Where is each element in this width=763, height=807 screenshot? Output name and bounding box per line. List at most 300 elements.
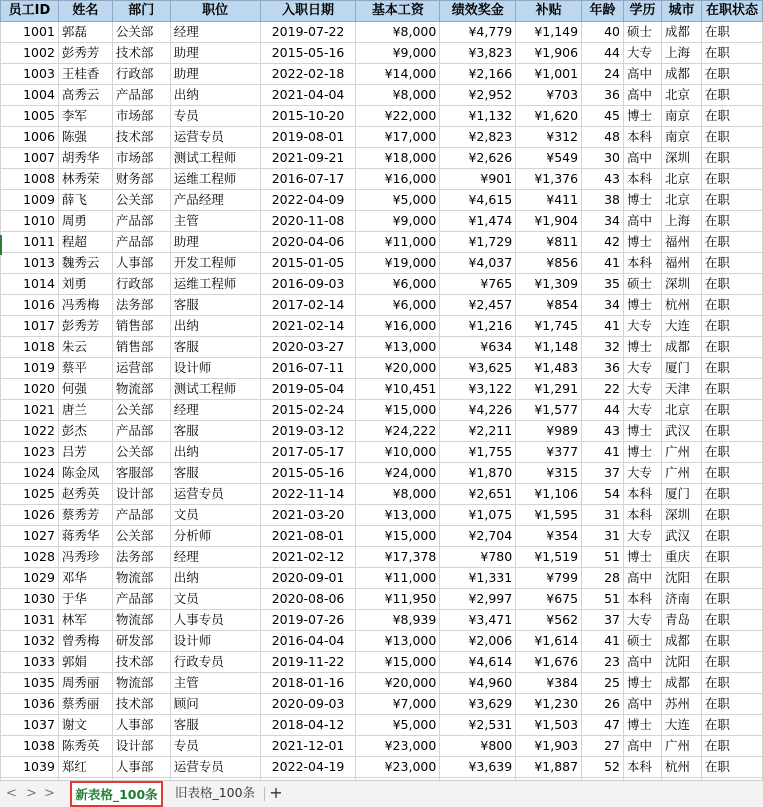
table-row[interactable] [1, 22, 763, 43]
cell-name[interactable]: 唐兰 [58, 400, 112, 421]
cell-position[interactable]: 客服 [170, 463, 260, 484]
table-row[interactable] [1, 148, 763, 169]
cell-employee-id[interactable]: 1028 [1, 547, 59, 568]
cell-department[interactable]: 行政部 [112, 274, 170, 295]
cell-hire-date[interactable]: 2021-12-01 [260, 736, 356, 757]
cell-name[interactable]: 刘勇 [58, 274, 112, 295]
cell-education[interactable]: 本科 [624, 484, 662, 505]
cell-employee-id[interactable]: 1021 [1, 400, 59, 421]
cell-allowance[interactable]: ¥1,376 [516, 169, 582, 190]
cell-city[interactable]: 武汉 [661, 421, 701, 442]
cell-status[interactable]: 在职 [701, 148, 762, 169]
table-row[interactable] [1, 400, 763, 421]
cell-status[interactable]: 在职 [701, 400, 762, 421]
cell-education[interactable]: 大专 [624, 610, 662, 631]
cell-status[interactable]: 在职 [701, 568, 762, 589]
cell-age[interactable]: 51 [582, 547, 624, 568]
cell-allowance[interactable]: ¥384 [516, 673, 582, 694]
cell-bonus[interactable]: ¥1,075 [440, 505, 516, 526]
cell-employee-id[interactable]: 1022 [1, 421, 59, 442]
cell-name[interactable]: 彭秀芳 [58, 43, 112, 64]
cell-age[interactable]: 30 [582, 148, 624, 169]
cell-employee-id[interactable]: 1038 [1, 736, 59, 757]
cell-city[interactable]: 成都 [661, 631, 701, 652]
cell-city[interactable]: 深圳 [661, 505, 701, 526]
table-row[interactable] [1, 673, 763, 694]
cell-position[interactable]: 运营专员 [170, 757, 260, 778]
cell-bonus[interactable]: ¥901 [440, 169, 516, 190]
cell-age[interactable]: 52 [582, 757, 624, 778]
cell-department[interactable]: 技术部 [112, 127, 170, 148]
cell-city[interactable]: 深圳 [661, 274, 701, 295]
cell-position[interactable]: 出纳 [170, 442, 260, 463]
cell-hire-date[interactable]: 2021-08-01 [260, 526, 356, 547]
cell-city[interactable]: 广州 [661, 736, 701, 757]
cell-status[interactable]: 在职 [701, 190, 762, 211]
cell-bonus[interactable]: ¥1,474 [440, 211, 516, 232]
cell-hire-date[interactable]: 2018-01-16 [260, 673, 356, 694]
cell-name[interactable]: 蒋秀华 [58, 526, 112, 547]
cell-department[interactable]: 产品部 [112, 85, 170, 106]
cell-employee-id[interactable]: 1036 [1, 694, 59, 715]
cell-bonus[interactable]: ¥4,779 [440, 22, 516, 43]
cell-status[interactable]: 在职 [701, 442, 762, 463]
cell-base-salary[interactable]: ¥9,000 [356, 43, 440, 64]
cell-education[interactable]: 本科 [624, 757, 662, 778]
cell-position[interactable]: 文员 [170, 589, 260, 610]
cell-age[interactable]: 43 [582, 169, 624, 190]
cell-name[interactable]: 林秀荣 [58, 169, 112, 190]
cell-age[interactable]: 54 [582, 484, 624, 505]
cell-bonus[interactable]: ¥1,870 [440, 463, 516, 484]
cell-age[interactable]: 26 [582, 694, 624, 715]
first-sheet-nav-icon[interactable]: < [6, 786, 17, 801]
table-row[interactable] [1, 43, 763, 64]
cell-age[interactable]: 47 [582, 715, 624, 736]
table-row[interactable] [1, 232, 763, 253]
cell-bonus[interactable]: ¥4,615 [440, 190, 516, 211]
cell-status[interactable]: 在职 [701, 274, 762, 295]
cell-department[interactable]: 物流部 [112, 568, 170, 589]
cell-age[interactable]: 32 [582, 337, 624, 358]
cell-education[interactable]: 博士 [624, 106, 662, 127]
column-header[interactable]: 入职日期 [260, 1, 356, 22]
cell-name[interactable]: 周勇 [58, 211, 112, 232]
cell-position[interactable]: 测试工程师 [170, 379, 260, 400]
column-header[interactable]: 基本工资 [356, 1, 440, 22]
table-row[interactable] [1, 442, 763, 463]
column-header[interactable]: 补贴 [516, 1, 582, 22]
cell-allowance[interactable]: ¥1,106 [516, 484, 582, 505]
cell-city[interactable]: 厦门 [661, 358, 701, 379]
cell-base-salary[interactable]: ¥23,000 [356, 757, 440, 778]
cell-department[interactable]: 设计部 [112, 736, 170, 757]
table-row[interactable] [1, 253, 763, 274]
cell-base-salary[interactable]: ¥5,000 [356, 715, 440, 736]
cell-base-salary[interactable]: ¥17,000 [356, 127, 440, 148]
cell-allowance[interactable]: ¥1,903 [516, 736, 582, 757]
table-row[interactable] [1, 736, 763, 757]
cell-education[interactable]: 博士 [624, 673, 662, 694]
cell-bonus[interactable]: ¥3,629 [440, 694, 516, 715]
cell-department[interactable]: 公关部 [112, 190, 170, 211]
cell-base-salary[interactable]: ¥15,000 [356, 526, 440, 547]
cell-name[interactable]: 陈金凤 [58, 463, 112, 484]
cell-status[interactable]: 在职 [701, 106, 762, 127]
cell-position[interactable]: 分析师 [170, 526, 260, 547]
table-row[interactable] [1, 757, 763, 778]
cell-education[interactable]: 高中 [624, 85, 662, 106]
cell-base-salary[interactable]: ¥5,000 [356, 190, 440, 211]
cell-position[interactable]: 助理 [170, 64, 260, 85]
cell-bonus[interactable]: ¥1,755 [440, 442, 516, 463]
cell-education[interactable]: 大专 [624, 463, 662, 484]
cell-employee-id[interactable]: 1023 [1, 442, 59, 463]
cell-employee-id[interactable]: 1009 [1, 190, 59, 211]
cell-position[interactable]: 主管 [170, 211, 260, 232]
cell-allowance[interactable]: ¥1,676 [516, 652, 582, 673]
cell-position[interactable]: 主管 [170, 673, 260, 694]
cell-position[interactable]: 客服 [170, 421, 260, 442]
cell-allowance[interactable]: ¥811 [516, 232, 582, 253]
cell-base-salary[interactable]: ¥15,000 [356, 652, 440, 673]
cell-name[interactable]: 冯秀珍 [58, 547, 112, 568]
column-header[interactable]: 员工ID [1, 1, 59, 22]
cell-department[interactable]: 行政部 [112, 64, 170, 85]
cell-status[interactable]: 在职 [701, 43, 762, 64]
cell-age[interactable]: 44 [582, 43, 624, 64]
table-row[interactable] [1, 610, 763, 631]
cell-age[interactable]: 40 [582, 22, 624, 43]
cell-education[interactable]: 本科 [624, 169, 662, 190]
cell-position[interactable]: 出纳 [170, 316, 260, 337]
cell-status[interactable]: 在职 [701, 22, 762, 43]
cell-employee-id[interactable]: 1025 [1, 484, 59, 505]
cell-position[interactable]: 客服 [170, 715, 260, 736]
cell-name[interactable]: 王桂香 [58, 64, 112, 85]
cell-hire-date[interactable]: 2016-07-11 [260, 358, 356, 379]
cell-status[interactable]: 在职 [701, 211, 762, 232]
cell-position[interactable]: 助理 [170, 232, 260, 253]
cell-department[interactable]: 市场部 [112, 106, 170, 127]
cell-name[interactable]: 魏秀云 [58, 253, 112, 274]
cell-employee-id[interactable]: 1037 [1, 715, 59, 736]
cell-city[interactable]: 成都 [661, 64, 701, 85]
table-row[interactable] [1, 295, 763, 316]
cell-allowance[interactable]: ¥1,230 [516, 694, 582, 715]
cell-city[interactable]: 厦门 [661, 484, 701, 505]
cell-department[interactable]: 技术部 [112, 694, 170, 715]
cell-name[interactable]: 何强 [58, 379, 112, 400]
cell-bonus[interactable]: ¥2,457 [440, 295, 516, 316]
cell-allowance[interactable]: ¥799 [516, 568, 582, 589]
cell-allowance[interactable]: ¥989 [516, 421, 582, 442]
cell-employee-id[interactable]: 1031 [1, 610, 59, 631]
cell-education[interactable]: 博士 [624, 190, 662, 211]
cell-city[interactable]: 北京 [661, 85, 701, 106]
cell-employee-id[interactable]: 1010 [1, 211, 59, 232]
cell-employee-id[interactable]: 1001 [1, 22, 59, 43]
cell-department[interactable]: 产品部 [112, 211, 170, 232]
cell-education[interactable]: 大专 [624, 316, 662, 337]
cell-employee-id[interactable]: 1030 [1, 589, 59, 610]
cell-allowance[interactable]: ¥856 [516, 253, 582, 274]
cell-education[interactable]: 本科 [624, 505, 662, 526]
cell-base-salary[interactable]: ¥15,000 [356, 400, 440, 421]
column-header[interactable]: 姓名 [58, 1, 112, 22]
cell-bonus[interactable]: ¥634 [440, 337, 516, 358]
cell-city[interactable]: 上海 [661, 211, 701, 232]
cell-allowance[interactable]: ¥1,309 [516, 274, 582, 295]
cell-employee-id[interactable]: 1005 [1, 106, 59, 127]
cell-hire-date[interactable]: 2022-04-09 [260, 190, 356, 211]
cell-base-salary[interactable]: ¥8,000 [356, 484, 440, 505]
cell-base-salary[interactable]: ¥6,000 [356, 274, 440, 295]
cell-base-salary[interactable]: ¥20,000 [356, 673, 440, 694]
cell-position[interactable]: 运维工程师 [170, 169, 260, 190]
cell-position[interactable]: 专员 [170, 736, 260, 757]
cell-age[interactable]: 31 [582, 526, 624, 547]
cell-city[interactable]: 北京 [661, 400, 701, 421]
cell-department[interactable]: 人事部 [112, 253, 170, 274]
column-header[interactable]: 城市 [661, 1, 701, 22]
cell-bonus[interactable]: ¥3,122 [440, 379, 516, 400]
cell-base-salary[interactable]: ¥11,000 [356, 232, 440, 253]
cell-age[interactable]: 35 [582, 274, 624, 295]
cell-city[interactable]: 北京 [661, 190, 701, 211]
cell-employee-id[interactable]: 1033 [1, 652, 59, 673]
cell-department[interactable]: 销售部 [112, 337, 170, 358]
cell-base-salary[interactable]: ¥17,378 [356, 547, 440, 568]
cell-position[interactable]: 设计师 [170, 358, 260, 379]
table-row[interactable] [1, 421, 763, 442]
cell-bonus[interactable]: ¥2,651 [440, 484, 516, 505]
header-row[interactable] [1, 1, 763, 22]
cell-employee-id[interactable]: 1004 [1, 85, 59, 106]
cell-base-salary[interactable]: ¥20,000 [356, 358, 440, 379]
cell-name[interactable]: 蔡秀丽 [58, 694, 112, 715]
cell-age[interactable]: 34 [582, 211, 624, 232]
cell-allowance[interactable]: ¥354 [516, 526, 582, 547]
cell-position[interactable]: 设计师 [170, 631, 260, 652]
cell-bonus[interactable]: ¥2,704 [440, 526, 516, 547]
cell-department[interactable]: 技术部 [112, 652, 170, 673]
cell-bonus[interactable]: ¥2,006 [440, 631, 516, 652]
table-row[interactable] [1, 379, 763, 400]
cell-hire-date[interactable]: 2019-03-12 [260, 421, 356, 442]
cell-name[interactable]: 林军 [58, 610, 112, 631]
cell-department[interactable]: 设计部 [112, 484, 170, 505]
cell-education[interactable]: 大专 [624, 526, 662, 547]
cell-position[interactable]: 人事专员 [170, 610, 260, 631]
cell-city[interactable]: 福州 [661, 232, 701, 253]
cell-status[interactable]: 在职 [701, 379, 762, 400]
cell-base-salary[interactable]: ¥6,000 [356, 295, 440, 316]
cell-allowance[interactable]: ¥1,745 [516, 316, 582, 337]
cell-employee-id[interactable]: 1029 [1, 568, 59, 589]
cell-employee-id[interactable]: 1019 [1, 358, 59, 379]
cell-name[interactable]: 朱云 [58, 337, 112, 358]
cell-name[interactable]: 郭磊 [58, 22, 112, 43]
cell-name[interactable]: 李军 [58, 106, 112, 127]
cell-education[interactable]: 高中 [624, 64, 662, 85]
cell-age[interactable]: 41 [582, 631, 624, 652]
cell-hire-date[interactable]: 2020-09-01 [260, 568, 356, 589]
cell-name[interactable]: 郑红 [58, 757, 112, 778]
cell-base-salary[interactable]: ¥24,222 [356, 421, 440, 442]
cell-age[interactable]: 41 [582, 253, 624, 274]
cell-position[interactable]: 文员 [170, 505, 260, 526]
cell-bonus[interactable]: ¥1,132 [440, 106, 516, 127]
cell-allowance[interactable]: ¥1,620 [516, 106, 582, 127]
cell-hire-date[interactable]: 2019-07-22 [260, 22, 356, 43]
cell-department[interactable]: 产品部 [112, 505, 170, 526]
cell-department[interactable]: 人事部 [112, 715, 170, 736]
cell-position[interactable]: 经理 [170, 547, 260, 568]
cell-name[interactable]: 彭杰 [58, 421, 112, 442]
cell-allowance[interactable]: ¥1,503 [516, 715, 582, 736]
cell-position[interactable]: 运维工程师 [170, 274, 260, 295]
column-header[interactable]: 职位 [170, 1, 260, 22]
cell-department[interactable]: 技术部 [112, 43, 170, 64]
cell-base-salary[interactable]: ¥24,000 [356, 463, 440, 484]
cell-department[interactable]: 客服部 [112, 463, 170, 484]
cell-employee-id[interactable]: 1024 [1, 463, 59, 484]
cell-hire-date[interactable]: 2021-02-12 [260, 547, 356, 568]
cell-department[interactable]: 物流部 [112, 673, 170, 694]
cell-name[interactable]: 蔡秀芳 [58, 505, 112, 526]
cell-status[interactable]: 在职 [701, 631, 762, 652]
cell-hire-date[interactable]: 2020-11-08 [260, 211, 356, 232]
cell-employee-id[interactable]: 1007 [1, 148, 59, 169]
cell-city[interactable]: 福州 [661, 253, 701, 274]
cell-base-salary[interactable]: ¥14,000 [356, 64, 440, 85]
cell-age[interactable]: 22 [582, 379, 624, 400]
cell-employee-id[interactable]: 1013 [1, 253, 59, 274]
cell-base-salary[interactable]: ¥9,000 [356, 211, 440, 232]
cell-bonus[interactable]: ¥3,471 [440, 610, 516, 631]
cell-city[interactable]: 武汉 [661, 526, 701, 547]
cell-status[interactable]: 在职 [701, 484, 762, 505]
cell-age[interactable]: 41 [582, 316, 624, 337]
cell-education[interactable]: 硕士 [624, 274, 662, 295]
cell-department[interactable]: 公关部 [112, 442, 170, 463]
cell-hire-date[interactable]: 2019-07-26 [260, 610, 356, 631]
cell-city[interactable]: 大连 [661, 715, 701, 736]
cell-name[interactable]: 程超 [58, 232, 112, 253]
cell-hire-date[interactable]: 2017-05-17 [260, 442, 356, 463]
cell-hire-date[interactable]: 2020-03-27 [260, 337, 356, 358]
cell-education[interactable]: 博士 [624, 442, 662, 463]
cell-education[interactable]: 高中 [624, 568, 662, 589]
cell-age[interactable]: 48 [582, 127, 624, 148]
cell-status[interactable]: 在职 [701, 526, 762, 547]
cell-city[interactable]: 天津 [661, 379, 701, 400]
cell-education[interactable]: 本科 [624, 253, 662, 274]
table-row[interactable] [1, 358, 763, 379]
cell-department[interactable]: 公关部 [112, 22, 170, 43]
cell-education[interactable]: 大专 [624, 43, 662, 64]
cell-allowance[interactable]: ¥675 [516, 589, 582, 610]
cell-employee-id[interactable]: 1018 [1, 337, 59, 358]
cell-name[interactable]: 蔡平 [58, 358, 112, 379]
cell-position[interactable]: 测试工程师 [170, 148, 260, 169]
cell-hire-date[interactable]: 2020-04-06 [260, 232, 356, 253]
cell-employee-id[interactable]: 1014 [1, 274, 59, 295]
cell-name[interactable]: 郭娟 [58, 652, 112, 673]
cell-status[interactable]: 在职 [701, 610, 762, 631]
cell-hire-date[interactable]: 2022-11-14 [260, 484, 356, 505]
cell-employee-id[interactable]: 1026 [1, 505, 59, 526]
cell-hire-date[interactable]: 2021-02-14 [260, 316, 356, 337]
cell-base-salary[interactable]: ¥16,000 [356, 316, 440, 337]
cell-base-salary[interactable]: ¥18,000 [356, 148, 440, 169]
cell-bonus[interactable]: ¥2,823 [440, 127, 516, 148]
cell-city[interactable]: 沈阳 [661, 652, 701, 673]
cell-position[interactable]: 客服 [170, 337, 260, 358]
table-row[interactable] [1, 568, 763, 589]
cell-position[interactable]: 运营专员 [170, 484, 260, 505]
cell-allowance[interactable]: ¥1,519 [516, 547, 582, 568]
cell-employee-id[interactable]: 1032 [1, 631, 59, 652]
cell-department[interactable]: 研发部 [112, 631, 170, 652]
table-row[interactable] [1, 547, 763, 568]
sheet-tab-new-table[interactable]: 新表格_100条 [70, 781, 163, 807]
cell-position[interactable]: 出纳 [170, 568, 260, 589]
cell-hire-date[interactable]: 2015-01-05 [260, 253, 356, 274]
cell-hire-date[interactable]: 2015-05-16 [260, 43, 356, 64]
cell-status[interactable]: 在职 [701, 337, 762, 358]
cell-city[interactable]: 杭州 [661, 757, 701, 778]
cell-education[interactable]: 大专 [624, 400, 662, 421]
column-header[interactable]: 年龄 [582, 1, 624, 22]
cell-bonus[interactable]: ¥3,625 [440, 358, 516, 379]
cell-department[interactable]: 运营部 [112, 358, 170, 379]
cell-department[interactable]: 市场部 [112, 148, 170, 169]
table-row[interactable] [1, 505, 763, 526]
cell-education[interactable]: 高中 [624, 211, 662, 232]
cell-status[interactable]: 在职 [701, 757, 762, 778]
cell-employee-id[interactable]: 1002 [1, 43, 59, 64]
cell-bonus[interactable]: ¥4,037 [440, 253, 516, 274]
table-row[interactable] [1, 316, 763, 337]
cell-allowance[interactable]: ¥703 [516, 85, 582, 106]
cell-education[interactable]: 博士 [624, 295, 662, 316]
cell-bonus[interactable]: ¥765 [440, 274, 516, 295]
cell-age[interactable]: 44 [582, 400, 624, 421]
cell-education[interactable]: 大专 [624, 379, 662, 400]
cell-department[interactable]: 产品部 [112, 589, 170, 610]
cell-city[interactable]: 南京 [661, 127, 701, 148]
cell-status[interactable]: 在职 [701, 85, 762, 106]
cell-base-salary[interactable]: ¥13,000 [356, 337, 440, 358]
cell-name[interactable]: 邓华 [58, 568, 112, 589]
cell-base-salary[interactable]: ¥13,000 [356, 505, 440, 526]
cell-education[interactable]: 高中 [624, 148, 662, 169]
cell-hire-date[interactable]: 2016-09-03 [260, 274, 356, 295]
cell-position[interactable]: 行政专员 [170, 652, 260, 673]
cell-name[interactable]: 薛飞 [58, 190, 112, 211]
cell-education[interactable]: 硕士 [624, 631, 662, 652]
cell-age[interactable]: 38 [582, 190, 624, 211]
cell-name[interactable]: 曾秀梅 [58, 631, 112, 652]
cell-status[interactable]: 在职 [701, 316, 762, 337]
cell-allowance[interactable]: ¥411 [516, 190, 582, 211]
cell-employee-id[interactable]: 1039 [1, 757, 59, 778]
cell-age[interactable]: 31 [582, 505, 624, 526]
cell-city[interactable]: 南京 [661, 106, 701, 127]
cell-status[interactable]: 在职 [701, 253, 762, 274]
